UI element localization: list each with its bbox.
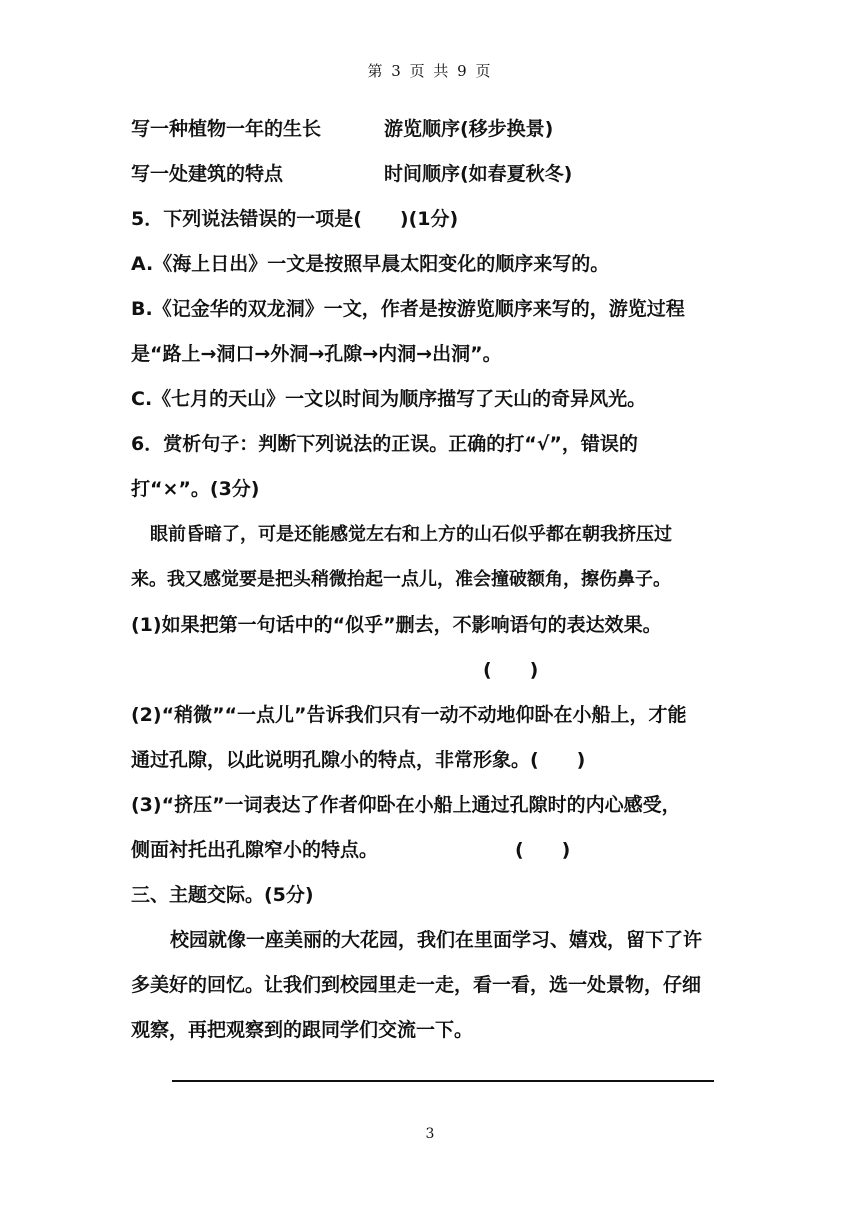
passage-line-1: 眼前昏暗了，可是还能感觉左右和上方的山石似乎都在朝我挤压过 — [150, 524, 672, 545]
question-5-stem: 5．下列说法错误的一项是( )(1分) — [131, 208, 459, 230]
match-row-1-left: 写一种植物一年的生长 — [131, 118, 322, 140]
question-5-option-b-line-1: B.《记金华的双龙洞》一文，作者是按游览顺序来写的，游览过程 — [131, 298, 685, 320]
page-number: 3 — [425, 1126, 435, 1142]
passage-line-2: 来。我又感觉要是把头稍微抬起一点儿，准会撞破额角，擦伤鼻子。 — [131, 569, 671, 590]
statement-3-line-1: (3)“挤压”一词表达了作者仰卧在小船上通过孔隙时的内心感受， — [131, 794, 681, 816]
match-row-1-right: 游览顺序(移步换景) — [384, 118, 554, 140]
question-6-stem-line-1: 6．赏析句子：判断下列说法的正误。正确的打“√”，错误的 — [131, 433, 638, 455]
statement-3-line-2: 侧面衬托出孔隙窄小的特点。 — [131, 839, 379, 861]
question-5-option-a: A.《海上日出》一文是按照早晨太阳变化的顺序来写的。 — [131, 253, 610, 275]
section-3-title: 三、主题交际。(5分) — [131, 884, 314, 906]
question-5-option-b-line-2: 是“路上→洞口→外洞→孔隙→内洞→出洞”。 — [131, 343, 502, 365]
statement-1-answer-blank: ( ) — [483, 659, 539, 681]
page-header: 第 3 页 共 9 页 — [367, 62, 493, 80]
statement-2-line-1: (2)“稍微”“一点儿”告诉我们只有一动不动地仰卧在小船上，才能 — [131, 704, 687, 726]
answer-line[interactable] — [172, 1080, 714, 1082]
section-3-paragraph-line-2: 多美好的回忆。让我们到校园里走一走，看一看，选一处景物，仔细 — [131, 974, 702, 996]
statement-1: (1)如果把第一句话中的“似乎”删去，不影响语句的表达效果。 — [131, 614, 662, 636]
question-6-stem-line-2: 打“×”。(3分) — [131, 478, 260, 500]
section-3-paragraph-line-3: 观察，再把观察到的跟同学们交流一下。 — [131, 1019, 474, 1041]
section-3-paragraph-line-1: 校园就像一座美丽的大花园，我们在里面学习、嬉戏，留下了许 — [170, 929, 703, 951]
statement-3-answer-blank: ( ) — [515, 839, 571, 861]
match-row-2-left: 写一处建筑的特点 — [131, 163, 284, 185]
match-row-2-right: 时间顺序(如春夏秋冬) — [384, 163, 573, 185]
statement-2-line-2: 通过孔隙，以此说明孔隙小的特点，非常形象。( ) — [131, 749, 586, 771]
question-5-option-c: C.《七月的天山》一文以时间为顺序描写了天山的奇异风光。 — [131, 388, 647, 410]
